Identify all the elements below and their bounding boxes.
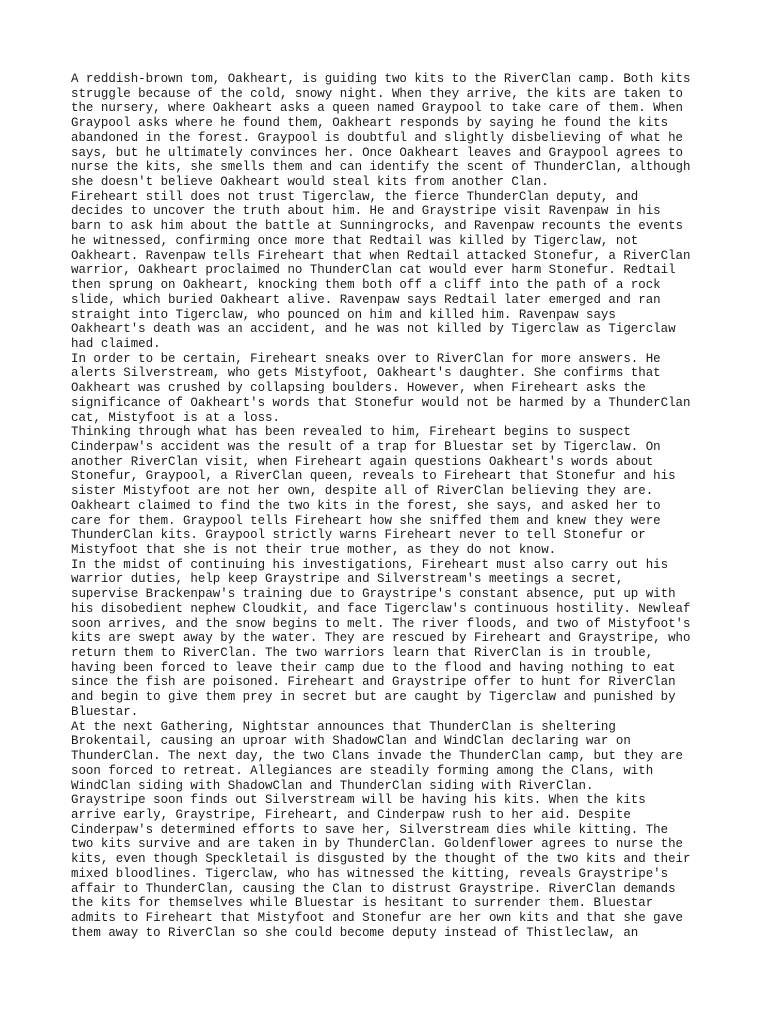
text-line: Bluestar. bbox=[71, 704, 139, 719]
text-line: sister Mistyfoot are not her own, despite all of RiverClan believing they are. bbox=[71, 484, 654, 499]
text-line: care for them. Graypool tells Fireheart how she sniffed them and knew they were bbox=[71, 513, 661, 528]
text-line: ThunderClan kits. Graypool strictly warns Fireheart never to tell Stonefur or bbox=[71, 528, 646, 543]
text-line: slide, which buried Oakheart alive. Ravenpaw says Redtail later emerged and ran bbox=[71, 292, 661, 307]
text-line: In the midst of continuing his investigations, Fireheart must also carry out his bbox=[71, 557, 669, 572]
text-line: nurse the kits, she smells them and can identify the scent of ThunderClan, although bbox=[71, 160, 691, 175]
text-line: the kits for themselves while Bluestar is hesitant to surrender them. Bluestar bbox=[71, 896, 654, 911]
text-line: Brokentail, causing an uproar with ShadowClan and WindClan declaring war on bbox=[71, 734, 631, 749]
text-line: then sprung on Oakheart, knocking them both off a cliff into the path of a rock bbox=[71, 278, 661, 293]
text-line: says, but he ultimately convinces her. Once Oakheart leaves and Graypool agrees to bbox=[71, 145, 684, 160]
text-line: since the fish are poisoned. Fireheart and Graystripe offer to hunt for RiverClan bbox=[71, 675, 676, 690]
text-line: Oakheart's death was an accident, and he was not killed by Tigerclaw as Tigerclaw bbox=[71, 322, 676, 337]
text-line: WindClan siding with ShadowClan and ThunderClan siding with RiverClan. bbox=[71, 778, 594, 793]
text-line: supervise Brackenpaw's training due to Graystripe's constant absence, put up with bbox=[71, 587, 676, 602]
text-line: abandoned in the forest. Graypool is doubtful and slightly disbelieving of what he bbox=[71, 130, 684, 145]
text-line: having been forced to leave their camp due to the flood and having nothing to eat bbox=[71, 660, 676, 675]
text-line: A reddish-brown tom, Oakheart, is guiding two kits to the RiverClan camp. Both kits bbox=[71, 72, 691, 86]
text-line: kits are swept away by the water. They are rescued by Fireheart and Graystripe, who bbox=[71, 631, 691, 646]
text-line: mixed bloodlines. Tigerclaw, who has witnessed the kitting, reveals Graystripe's bbox=[71, 866, 669, 881]
text-line: soon forced to retreat. Allegiances are steadily forming among the Clans, with bbox=[71, 763, 654, 778]
text-line: struggle because of the cold, snowy night. When they arrive, the kits are taken to bbox=[71, 86, 684, 101]
text-line: straight into Tigerclaw, who pounced on him and killed him. Ravenpaw says bbox=[71, 307, 616, 322]
text-line: significance of Oakheart's words that Stonefur would not be harmed by a ThunderClan bbox=[71, 395, 691, 410]
text-line: Thinking through what has been revealed to him, Fireheart begins to suspect bbox=[71, 425, 631, 440]
text-line: admits to Fireheart that Mistyfoot and Stonefur are her own kits and that she gave bbox=[71, 910, 684, 925]
text-line: she doesn't believe Oakheart would steal kits from another Clan. bbox=[71, 175, 549, 190]
text-line: two kits survive and are taken in by ThunderClan. Goldenflower agrees to nurse the bbox=[71, 837, 684, 852]
text-line: warrior duties, help keep Graystripe and Silverstream's meetings a secret, bbox=[71, 572, 624, 587]
text-line: warrior, Oakheart proclaimed no ThunderClan cat would ever harm Stonefur. Redtail bbox=[71, 263, 676, 278]
text-line: Stonefur, Graypool, a RiverClan queen, reveals to Fireheart that Stonefur and his bbox=[71, 469, 676, 484]
text-line: In order to be certain, Fireheart sneaks over to RiverClan for more answers. He bbox=[71, 351, 661, 366]
text-line: alerts Silverstream, who gets Mistyfoot, Oakheart's daughter. She confirms that bbox=[71, 366, 661, 381]
text-line: Cinderpaw's accident was the result of a trap for Bluestar set by Tigerclaw. On bbox=[71, 439, 661, 454]
text-line: cat, Mistyfoot is at a loss. bbox=[71, 410, 280, 425]
text-line: Oakheart. Ravenpaw tells Fireheart that when Redtail attacked Stonefur, a RiverClan bbox=[71, 248, 691, 263]
text-line: Mistyfoot that she is not their true mother, as they do not know. bbox=[71, 543, 557, 557]
text-line: another RiverClan visit, when Fireheart again questions Oakheart's words about bbox=[71, 454, 654, 469]
text-line: ThunderClan. The next day, the two Clans invade the ThunderClan camp, but they are bbox=[71, 749, 684, 764]
text-line: kits, even though Speckletail is disgusted by the thought of the two kits and their bbox=[71, 852, 691, 867]
text-line: soon arrives, and the snow begins to melt. The river floods, and two of Mistyfoot's bbox=[71, 616, 691, 631]
text-line: decides to uncover the truth about him. He and Graystripe visit Ravenpaw in his bbox=[71, 204, 661, 219]
text-line: affair to ThunderClan, causing the Clan to distrust Graystripe. RiverClan demands bbox=[71, 881, 676, 896]
text-line: them away to RiverClan so she could become deputy instead of Thistleclaw, an bbox=[71, 925, 639, 940]
body-text bbox=[71, 72, 702, 940]
text-line: the nursery, where Oakheart asks a queen named Graypool to take care of them. When bbox=[71, 101, 684, 116]
text-line: Oakheart was crushed by collapsing boulders. However, when Fireheart asks the bbox=[71, 381, 646, 396]
text-line: arrive early, Graystripe, Fireheart, and Cinderpaw rush to her aid. Despite bbox=[71, 807, 631, 822]
text-line: his disobedient nephew Cloudkit, and face Tigerclaw's continuous hostility. Newleaf bbox=[71, 601, 691, 616]
text-line: return them to RiverClan. The two warriors learn that RiverClan is in trouble, bbox=[71, 646, 654, 661]
text-line: Graypool asks where he found them, Oakheart responds by saying he found the kits bbox=[71, 116, 669, 131]
text-line: he witnessed, confirming once more that Redtail was killed by Tigerclaw, not bbox=[71, 233, 639, 248]
text-line: At the next Gathering, Nightstar announces that ThunderClan is sheltering bbox=[71, 719, 616, 734]
text-line: and begin to give them prey in secret but are caught by Tigerclaw and punished by bbox=[71, 690, 676, 705]
text-line: Cinderpaw's determined efforts to save her, Silverstream dies while kitting. The bbox=[71, 822, 669, 837]
text-line: Fireheart still does not trust Tigerclaw, the fierce ThunderClan deputy, and bbox=[71, 189, 639, 204]
text-line: barn to ask him about the battle at Sunningrocks, and Ravenpaw recounts the events bbox=[71, 219, 684, 234]
text-line: Oakheart claimed to find the two kits in the forest, she says, and asked her to bbox=[71, 498, 661, 513]
text-line: Graystripe soon finds out Silverstream will be having his kits. When the kits bbox=[71, 793, 646, 808]
text-line: had claimed. bbox=[71, 336, 161, 351]
